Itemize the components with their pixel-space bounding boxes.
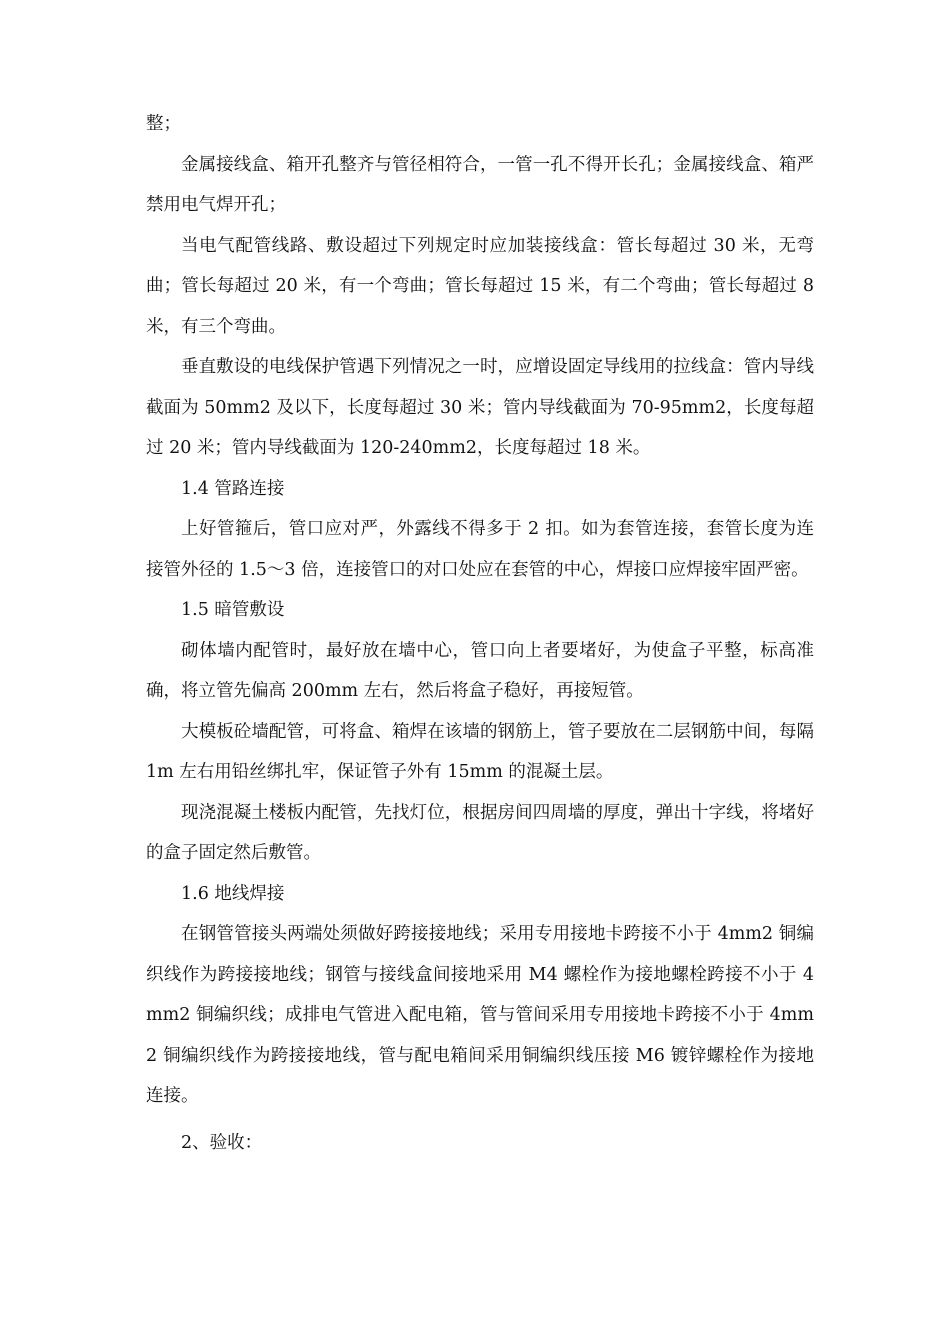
paragraph-formwork-wall: 大模板砼墙配管，可将盒、箱焊在该墙的钢筋上，管子要放在二层钢筋中间，每隔 1m 左右用铅丝绑扎牢，保证管子外有 15mm 的混凝土层。 — [146, 721, 814, 782]
section-heading-1-4: 1.4 管路连接 — [181, 478, 285, 499]
paragraph-cast-slab: 现浇混凝土楼板内配管，先找灯位，根据房间四周墙的厚度，弹出十字线，将堵好的盒子固定然后敷管。 — [146, 802, 814, 863]
paragraph-pipe-connection: 上好管箍后，管口应对严，外露线不得多于 2 扣。如为套管连接，套管长度为连接管外径的 1.5～3 倍，连接管口的对口处应在套管的中心，焊接口应焊接牢固严密。 — [146, 519, 814, 580]
section-heading-1-6: 1.6 地线焊接 — [181, 883, 285, 904]
section-heading-1-5: 1.5 暗管敷设 — [181, 600, 285, 620]
paragraph-masonry-wall: 砌体墙内配管时，最好放在墙中心，管口向上者要堵好，为使盒子平整，标高准确，将立管先偏高 200mm 左右，然后将盒子稳好，再接短管。 — [146, 640, 814, 701]
paragraph-continuation: 整； — [146, 114, 181, 134]
paragraph-box-drilling: 金属接线盒、箱开孔整齐与管径相符合，一管一孔不得开长孔；金属接线盒、箱严禁用电气焊开孔； — [146, 154, 814, 215]
section-heading-2: 2、验收： — [181, 1132, 263, 1153]
document-body — [146, 104, 814, 1163]
paragraph-ground-welding: 在钢管管接头两端处须做好跨接接地线；采用专用接地卡跨接不小于 4mm2 铜编织线作为跨接接地线；钢管与接线盒间接地采用 M4 螺栓作为接地螺栓跨接不小于 4mm2 铜编织线；成排电气管进入配电箱，管与管间采用专用接地卡跨接不小于 4mm2 铜编织线作为跨接接地线，管与配电箱间采用铜编织线压接 M6 镀锌螺栓作为接地连接。 — [146, 924, 814, 1106]
paragraph-junction-box-rules: 当电气配管线路、敷设超过下列规定时应加装接线盒：管长每超过 30 米，无弯曲；管长每超过 20 米，有一个弯曲；管长每超过 15 米，有二个弯曲；管长每超过 8 米，有三个弯曲。 — [146, 235, 814, 337]
paragraph-pull-box-rules: 垂直敷设的电线保护管遇下列情况之一时，应增设固定导线用的拉线盒：管内导线截面为 50mm2 及以下，长度每超过 30 米；管内导线截面为 70-95mm2，长度每超过 20 米；管内导线截面为 120-240mm2，长度每超过 18 米。 — [146, 357, 814, 458]
